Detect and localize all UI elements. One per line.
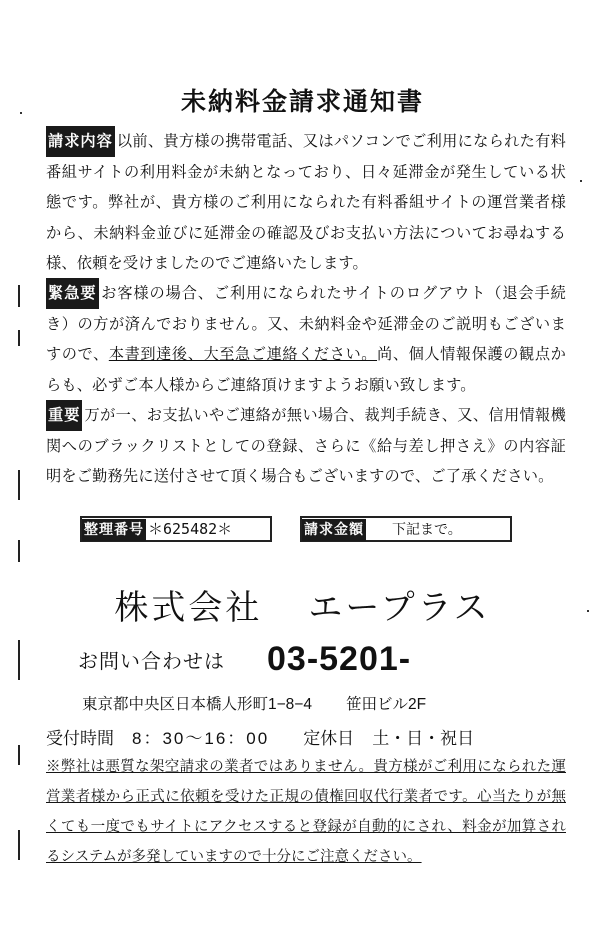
scan-speck — [580, 180, 582, 182]
reference-number-box — [80, 516, 272, 542]
scan-mark — [18, 470, 20, 500]
section-important — [46, 400, 566, 492]
scan-mark — [18, 330, 20, 346]
company-title: エープラス — [308, 589, 491, 627]
company-name — [0, 580, 605, 629]
document-title: 未納料金請求通知書 — [180, 87, 424, 116]
inquiry-label: お問い合わせは — [78, 651, 225, 673]
section-emphasis: 本書到達後、大至急ご連絡ください。 — [108, 345, 378, 363]
closed-label: 定休日 — [303, 729, 355, 748]
phone-number: 03-5201- — [267, 640, 412, 678]
scan-mark — [18, 540, 20, 562]
reference-label: 整理番号 — [82, 519, 146, 541]
billing-value: 下記まで。 — [392, 522, 462, 538]
scan-mark — [18, 830, 20, 860]
address-building: 笹田ビル2F — [345, 696, 427, 713]
scan-mark — [18, 640, 20, 680]
section-text: 以前、貴方様の携帯電話、又はパソコンでご利用になられた有料番組サイトの利用料金が未納となっており、日々延滞金が発生している状態です。弊社が、貴方様のご利用になられた有料番組サイトの運営業者様から、未納料金並びに延滞金の確認及びお支払い方法についてお尋ねする様、依頼を受けましたのでご連絡いたします。 — [46, 132, 566, 272]
closed-days: 土・日・祝日 — [372, 729, 475, 748]
company-prefix: 株式会社 — [114, 589, 263, 627]
section-request-content — [46, 126, 566, 279]
billing-label: 請求金額 — [302, 519, 366, 541]
disclaimer-note: ※弊社は悪質な架空請求の業者ではありません。貴方様がご利用になられた運営業者様から正式に依頼を受けた正規の債権回収代行業者です。心当たりが無くても一度でもサイトにアクセスすると登録が自動的にされ、料金が加算されるシステムが多発していますので十分にご注意ください。 — [46, 759, 566, 865]
scan-mark — [18, 285, 20, 307]
section-label: 緊急要 — [46, 278, 99, 309]
reference-value: ＊625482＊ — [148, 520, 233, 538]
section-label: 請求内容 — [46, 126, 115, 157]
section-text: お客様の場合、ご利用になられたサイトのログアウト（退会手続き）の方が済んでおりません。又、未納料金や延滞金のご説明もございますので、 — [46, 284, 566, 363]
hours-label: 受付時間 — [46, 729, 114, 748]
inquiry-line — [78, 640, 558, 679]
scan-mark — [18, 745, 20, 765]
business-hours — [46, 724, 576, 749]
section-label: 重要 — [46, 400, 82, 431]
section-text: 尚、個人情報保護の観点からも、必ずご本人様からご連絡頂けますようお願い致します。 — [46, 345, 566, 394]
billing-amount-box — [300, 516, 512, 542]
section-urgent — [46, 278, 566, 400]
section-text: 万が一、お支払いやご連絡が無い場合、裁判手続き、又、信用情報機関へのブラックリストとしての登録、さらに《給与差し押さえ》の内容証明をご勤務先に送付させて頂く場合もございますので、ご了承ください。 — [46, 406, 566, 485]
company-address — [82, 692, 582, 714]
address-street: 東京都中央区日本橋人形町1−8−4 — [82, 696, 312, 713]
hours-time: 8：30〜16：00 — [132, 729, 270, 748]
